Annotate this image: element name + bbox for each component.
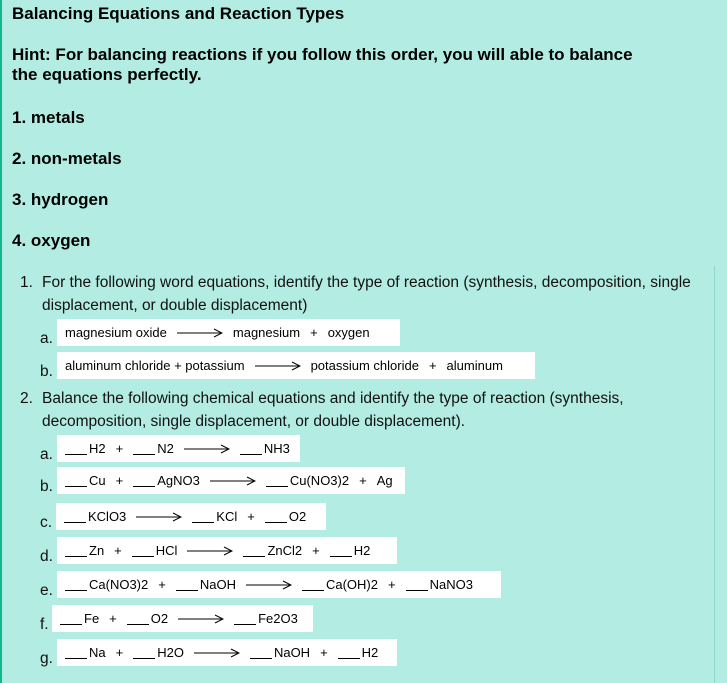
arrow-right-icon <box>187 546 233 556</box>
equation-term: + <box>312 543 320 558</box>
chemical-formula: NaNO3 <box>429 577 473 592</box>
order-item-hydrogen: 3. hydrogen <box>12 190 109 209</box>
order-item-metals: 1. metals <box>12 108 85 127</box>
chemical-formula: KClO3 <box>88 509 127 524</box>
chemical-formula: Ag <box>376 473 393 488</box>
chemical-formula: KCl <box>216 509 238 524</box>
equation-term: + <box>247 509 255 524</box>
coefficient-blank[interactable] <box>338 646 360 659</box>
equation-box <box>57 319 400 346</box>
coefficient-blank[interactable] <box>192 510 214 523</box>
equation-box <box>52 605 313 632</box>
equation-box <box>56 503 326 530</box>
equation-term: + <box>115 441 124 456</box>
equation-box <box>57 571 501 598</box>
coefficient-blank[interactable] <box>64 510 86 523</box>
equation-term: + <box>320 645 328 660</box>
chemical-formula: O2 <box>288 509 307 524</box>
equation-box <box>57 537 397 564</box>
arrow-right-icon <box>246 580 292 590</box>
coefficient-blank[interactable] <box>176 578 198 591</box>
equation-box <box>57 352 535 379</box>
question-1-number: 1. <box>20 274 33 291</box>
q2-item-label: c. <box>40 514 53 531</box>
hint-line-2: the equations perfectly. <box>12 65 202 84</box>
page-title: Balancing Equations and Reaction Types <box>12 4 345 23</box>
equation-term: + <box>359 473 367 488</box>
chemical-formula: NaOH <box>199 577 236 592</box>
chemical-formula: Cu <box>89 473 106 488</box>
coefficient-blank[interactable] <box>406 578 428 591</box>
coefficient-blank[interactable] <box>133 442 155 455</box>
chemical-formula: Zn <box>89 543 105 558</box>
equation-box <box>57 639 397 666</box>
arrow-right-icon <box>255 361 301 371</box>
coefficient-blank[interactable] <box>133 646 155 659</box>
chemical-formula: Ca(OH)2 <box>325 577 378 592</box>
equation-term: + <box>428 358 437 373</box>
chemical-formula: H2 <box>89 441 106 456</box>
chemical-formula: Cu(NO3)2 <box>289 473 350 488</box>
equation-term: oxygen <box>327 325 370 340</box>
q2-item-label: d. <box>40 548 53 565</box>
equation-term: + <box>387 577 396 592</box>
coefficient-blank[interactable] <box>250 646 272 659</box>
q2-item-label: a. <box>40 446 53 463</box>
coefficient-blank[interactable] <box>266 474 288 487</box>
arrow-right-icon <box>178 614 224 624</box>
coefficient-blank[interactable] <box>132 544 154 557</box>
coefficient-blank[interactable] <box>60 612 82 625</box>
question-2-line-2: decomposition, single displacement, or double displacement). <box>42 413 466 430</box>
right-border <box>714 266 715 683</box>
chemical-formula: Ca(NO3)2 <box>89 577 149 592</box>
coefficient-blank[interactable] <box>65 544 87 557</box>
coefficient-blank[interactable] <box>240 442 262 455</box>
coefficient-blank[interactable] <box>133 474 155 487</box>
equation-term: + <box>310 325 318 340</box>
chemical-formula: NH3 <box>263 441 290 456</box>
q2-item-label: f. <box>40 616 49 633</box>
order-item-non-metals: 2. non-metals <box>12 149 122 168</box>
coefficient-blank[interactable] <box>65 442 87 455</box>
coefficient-blank[interactable] <box>234 612 256 625</box>
equation-term: magnesium oxide <box>65 325 167 340</box>
q2-item-label: b. <box>40 478 53 495</box>
q1-item-label: b. <box>40 363 53 380</box>
arrow-right-icon <box>177 328 223 338</box>
arrow-right-icon <box>194 648 240 658</box>
equation-box <box>57 467 405 494</box>
coefficient-blank[interactable] <box>265 510 287 523</box>
coefficient-blank[interactable] <box>243 544 265 557</box>
coefficient-blank[interactable] <box>65 646 87 659</box>
arrow-right-icon <box>210 476 256 486</box>
chemical-formula: Fe2O3 <box>258 611 298 626</box>
chemical-formula: O2 <box>150 611 169 626</box>
chemical-formula: AgNO3 <box>157 473 200 488</box>
coefficient-blank[interactable] <box>65 474 87 487</box>
equation-term: + <box>115 473 124 488</box>
chemical-formula: Fe <box>84 611 100 626</box>
equation-term: magnesium <box>232 325 301 340</box>
coefficient-blank[interactable] <box>302 578 324 591</box>
question-1-line-1: For the following word equations, identify the type of reaction (synthesis, decomposition, single <box>42 274 691 291</box>
equation-term: potassium chloride <box>310 358 419 373</box>
equation-term: aluminum chloride + potassium <box>65 358 245 373</box>
chemical-formula: HCl <box>155 543 178 558</box>
chemical-formula: H2 <box>361 645 379 660</box>
coefficient-blank[interactable] <box>65 578 87 591</box>
left-border <box>0 0 2 683</box>
arrow-right-icon <box>136 512 182 522</box>
equation-term: + <box>158 577 166 592</box>
equation-term: + <box>109 611 117 626</box>
chemical-formula: ZnCl2 <box>267 543 303 558</box>
hint-line-1: Hint: For balancing reactions if you follow this order, you will able to balance <box>12 45 633 64</box>
chemical-formula: H2 <box>353 543 371 558</box>
coefficient-blank[interactable] <box>127 612 149 625</box>
chemical-formula: N2 <box>157 441 174 456</box>
arrow-right-icon <box>184 444 230 454</box>
question-1-line-2: displacement, or double displacement) <box>42 297 308 314</box>
q2-item-label: e. <box>40 582 53 599</box>
question-2-line-1: Balance the following chemical equations and identify the type of reaction (synthesis, <box>42 390 624 407</box>
order-item-oxygen: 4. oxygen <box>12 231 91 250</box>
q2-item-label: g. <box>40 650 53 667</box>
chemical-formula: Na <box>89 645 106 660</box>
chemical-formula: H2O <box>157 645 184 660</box>
coefficient-blank[interactable] <box>330 544 352 557</box>
equation-term: aluminum <box>446 358 503 373</box>
question-2-number: 2. <box>20 390 33 407</box>
chemical-formula: NaOH <box>273 645 311 660</box>
equation-box <box>57 435 300 462</box>
equation-term: + <box>114 543 122 558</box>
equation-term: + <box>115 645 124 660</box>
q1-item-label: a. <box>40 330 53 347</box>
